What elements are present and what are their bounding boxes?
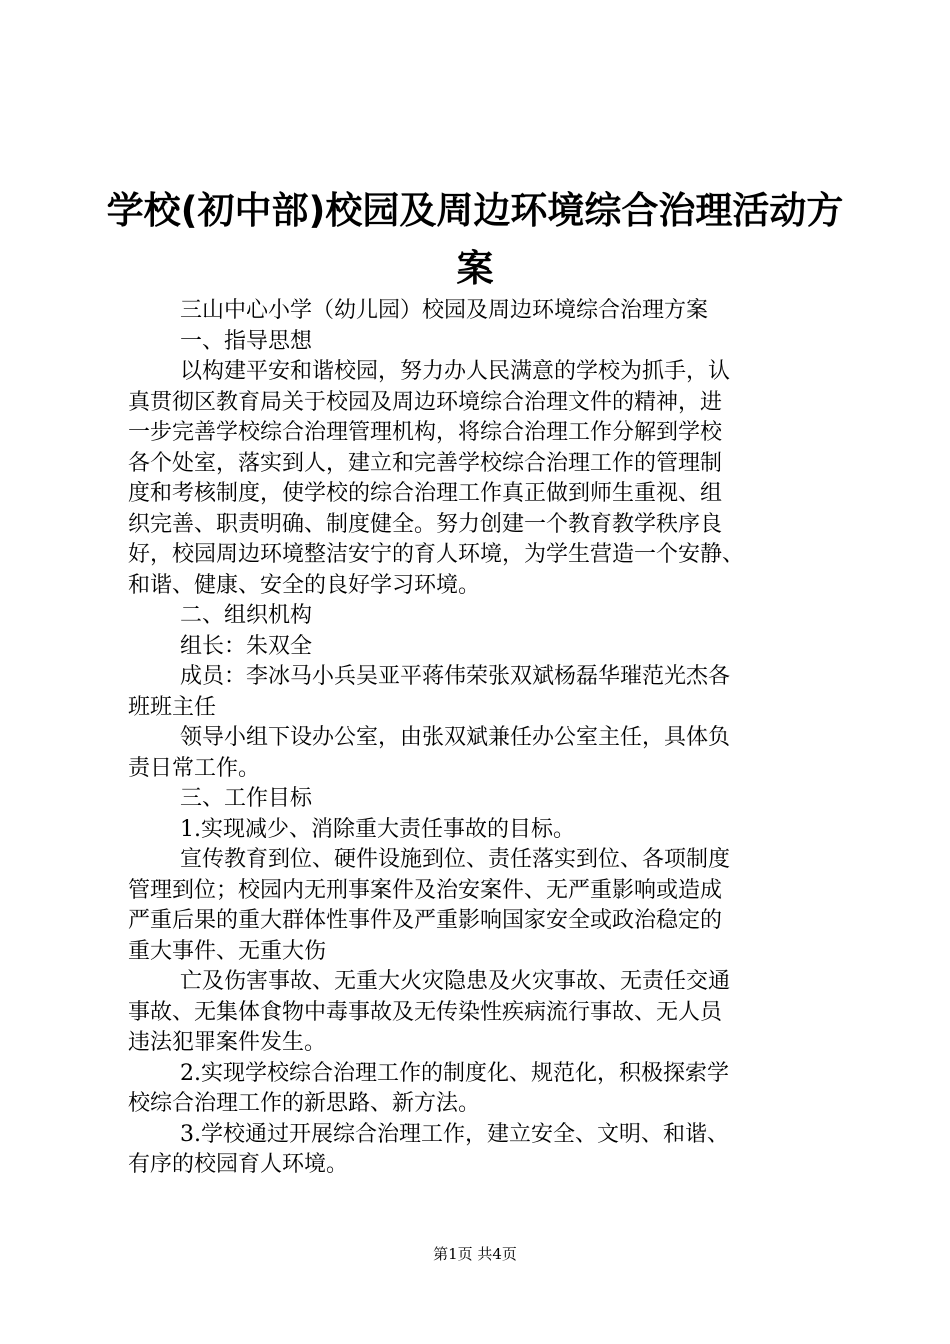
body-line: 2.实现学校综合治理工作的制度化、规范化，积极探索学 <box>180 1060 729 1086</box>
document-title-line-2: 案 <box>456 247 494 290</box>
body-line: 1.实现减少、消除重大责任事故的目标。 <box>180 816 575 842</box>
body-line: 各个处室，落实到人，建立和完善学校综合治理工作的管理制 <box>128 450 723 476</box>
body-line: 宣传教育到位、硬件设施到位、责任落实到位、各项制度 <box>180 847 731 872</box>
body-line: 好，校园周边环境整洁安宁的育人环境，为学生营造一个安静、 <box>128 542 745 567</box>
body-line: 校综合治理工作的新思路、新方法。 <box>128 1091 481 1116</box>
body-line: 组长：朱双全 <box>180 633 313 659</box>
body-line: 重大事件、无重大伤 <box>128 938 327 964</box>
body-line: 织完善、职责明确、制度健全。努力创建一个教育教学秩序良 <box>128 511 723 537</box>
page-footer: 第1页 共4页 <box>433 1245 517 1263</box>
body-line: 一步完善学校综合治理管理机构，将综合治理工作分解到学校 <box>128 420 723 445</box>
body-line: 以构建平安和谐校园，努力办人民满意的学校为抓手，认 <box>180 359 731 384</box>
body-line: 一、指导思想 <box>180 328 313 354</box>
body-line: 度和考核制度，使学校的综合治理工作真正做到师生重视、组 <box>128 481 723 506</box>
body-line: 三山中心小学（幼儿园）校园及周边环境综合治理方案 <box>180 298 709 323</box>
body-line: 领导小组下设办公室，由张双斌兼任办公室主任，具体负 <box>180 725 731 750</box>
body-line: 违法犯罪案件发生。 <box>128 1030 327 1055</box>
body-line: 班班主任 <box>128 694 217 720</box>
body-line: 事故、无集体食物中毒事故及无传染性疾病流行事故、无人员 <box>128 999 723 1025</box>
document-title-line-1: 学校(初中部)校园及周边环境综合治理活动方 <box>106 189 844 232</box>
body-line: 有序的校园育人环境。 <box>128 1152 349 1177</box>
body-line: 和谐、健康、安全的良好学习环境。 <box>128 572 481 598</box>
body-line: 亡及伤害事故、无重大火灾隐患及火灾事故、无责任交通 <box>180 969 731 994</box>
body-line: 真贯彻区教育局关于校园及周边环境综合治理文件的精神，进 <box>128 389 723 415</box>
body-line: 责日常工作。 <box>128 755 261 781</box>
body-line: 二、组织机构 <box>180 603 313 628</box>
body-line: 3.学校通过开展综合治理工作，建立安全、文明、和谐、 <box>180 1121 729 1147</box>
body-line: 三、工作目标 <box>180 786 313 811</box>
body-line: 成员：李冰马小兵吴亚平蒋伟荣张双斌杨磊华璀范光杰各 <box>180 664 731 689</box>
body-line: 严重后果的重大群体性事件及严重影响国家安全或政治稳定的 <box>128 908 723 933</box>
document-body <box>128 296 828 1181</box>
body-line: 管理到位；校园内无刑事案件及治安案件、无严重影响或造成 <box>128 877 723 903</box>
